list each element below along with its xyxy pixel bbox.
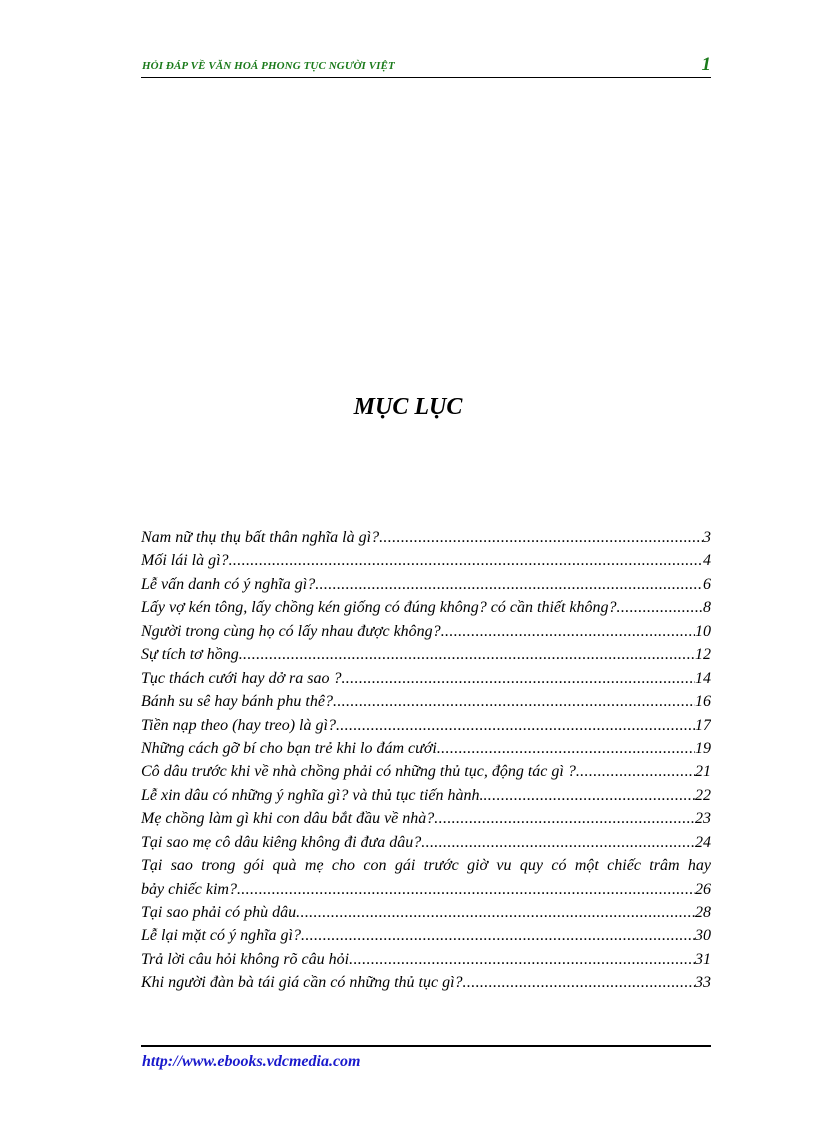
- toc-entry-title: Mối lái là gì?: [141, 552, 229, 570]
- dot-leader: [239, 643, 695, 666]
- toc-entry-page: 14: [695, 669, 711, 687]
- toc-entry-title: Người trong cùng họ có lấy nhau được không?: [141, 622, 441, 640]
- toc-entry-page: 19: [695, 739, 711, 757]
- header-title: HỎI ĐÁP VỀ VĂN HOÁ PHONG TỤC NGƯỜI VIỆT: [142, 60, 395, 72]
- toc-entry-title: Bánh su sê hay bánh phu thê?: [141, 693, 333, 711]
- dot-leader: [576, 760, 695, 783]
- page-number: 1: [701, 54, 711, 75]
- toc-entry-title: Tiền nạp theo (hay treo) là gì?: [141, 716, 336, 734]
- toc-entry[interactable]: [141, 807, 711, 830]
- toc-entry-title: Tục thách cưới hay dở ra sao ?: [141, 669, 342, 687]
- toc-entry[interactable]: [141, 831, 711, 854]
- toc-entry-page: 33: [695, 974, 711, 992]
- toc-entry-title: Lễ xin dâu có những ý nghĩa gì? và thủ tục tiến hành.: [141, 786, 484, 804]
- toc-entry-title: Tại sao phải có phù dâu: [141, 904, 297, 922]
- toc-entry-title-line1: Tại sao trong gói quà mẹ cho con gái trước giờ vu quy có một chiếc trâm hay: [141, 857, 711, 875]
- dot-leader: [617, 596, 703, 619]
- toc-entry[interactable]: [141, 573, 711, 596]
- toc-entry-title: Khi người đàn bà tái giá cần có những thủ tục gì?: [141, 974, 463, 992]
- toc-entry-page: 16: [695, 693, 711, 711]
- toc-entry-title: Lấy vợ kén tông, lấy chồng kén giống có đúng không? có cần thiết không?: [141, 599, 617, 617]
- toc-entry-page: 26: [695, 880, 711, 898]
- toc-entry-title: Những cách gỡ bí cho bạn trẻ khi lo đám cưới: [141, 739, 437, 757]
- dot-leader: [463, 971, 695, 994]
- toc-entry-page: 4: [703, 552, 711, 570]
- toc-entry[interactable]: [141, 971, 711, 994]
- toc-entry-title: Tại sao mẹ cô dâu kiêng không đi đưa dâu?: [141, 833, 422, 851]
- dot-leader: [229, 549, 703, 572]
- toc-entry[interactable]: [141, 714, 711, 737]
- toc-entry[interactable]: [141, 760, 711, 783]
- dot-leader: [441, 620, 695, 643]
- toc-entry[interactable]: [141, 643, 711, 666]
- toc-entry-line2: [141, 878, 711, 901]
- toc-entry[interactable]: [141, 854, 711, 901]
- dot-leader: [437, 737, 695, 760]
- toc-entry-page: 3: [703, 529, 711, 546]
- toc-entry-title: Lễ vấn danh có ý nghĩa gì?: [141, 575, 316, 593]
- toc-title: MỤC LỤC: [353, 394, 463, 420]
- toc-entry[interactable]: [141, 667, 711, 690]
- toc-entry-page: 17: [695, 716, 711, 734]
- dot-leader: [296, 901, 695, 924]
- dot-leader: [349, 948, 695, 971]
- toc-entry-page: 22: [695, 786, 711, 804]
- dot-leader: [237, 878, 695, 901]
- toc-entry-title-line2: bảy chiếc kim?: [141, 880, 237, 898]
- toc-entry-page: 8: [703, 599, 711, 617]
- toc-entry-title: Lễ lại mặt có ý nghĩa gì?: [141, 927, 301, 945]
- toc-entry[interactable]: [141, 526, 711, 549]
- toc-entry-title: Trả lời câu hỏi không rõ câu hỏi: [141, 950, 350, 968]
- toc-entry-page: 31: [695, 950, 711, 968]
- toc-entry-page: 21: [695, 763, 711, 781]
- toc-entry-title: Nam nữ thụ thụ bất thân nghĩa là gì?: [141, 529, 380, 546]
- toc-entry-page: 30: [695, 927, 711, 945]
- toc-entry-page: 10: [695, 622, 711, 640]
- dot-leader: [341, 667, 695, 690]
- toc-entry[interactable]: [141, 737, 711, 760]
- header-divider: [141, 77, 711, 78]
- toc-entry[interactable]: [141, 596, 711, 619]
- toc-entry[interactable]: [141, 549, 711, 572]
- footer-url-link[interactable]: http://www.ebooks.vdcmedia.com: [142, 1053, 361, 1070]
- toc-entry-page: 23: [695, 810, 711, 828]
- toc-entry[interactable]: [141, 784, 711, 807]
- dot-leader: [315, 573, 703, 596]
- toc-entry[interactable]: [141, 620, 711, 643]
- dot-leader: [336, 714, 695, 737]
- toc-entry-title: Sự tích tơ hồng: [141, 646, 239, 664]
- table-of-contents: [141, 526, 711, 995]
- dot-leader: [301, 924, 695, 947]
- dot-leader: [333, 690, 695, 713]
- footer-divider: [141, 1045, 711, 1047]
- toc-entry[interactable]: [141, 690, 711, 713]
- toc-entry-page: 28: [695, 904, 711, 922]
- toc-entry[interactable]: [141, 901, 711, 924]
- toc-entry[interactable]: [141, 948, 711, 971]
- dot-leader: [379, 526, 703, 549]
- dot-leader: [421, 831, 695, 854]
- toc-entry[interactable]: [141, 924, 711, 947]
- dot-leader: [434, 807, 695, 830]
- toc-entry-page: 12: [695, 646, 711, 664]
- toc-entry-page: 24: [695, 833, 711, 851]
- toc-entry-title: Mẹ chồng làm gì khi con dâu bắt đầu về nhà?: [141, 810, 435, 828]
- toc-entry-page: 6: [703, 575, 711, 593]
- page-header: [141, 56, 711, 78]
- dot-leader: [483, 784, 695, 807]
- toc-entry-title: Cô dâu trước khi về nhà chồng phải có những thủ tục, động tác gì ?: [141, 763, 576, 781]
